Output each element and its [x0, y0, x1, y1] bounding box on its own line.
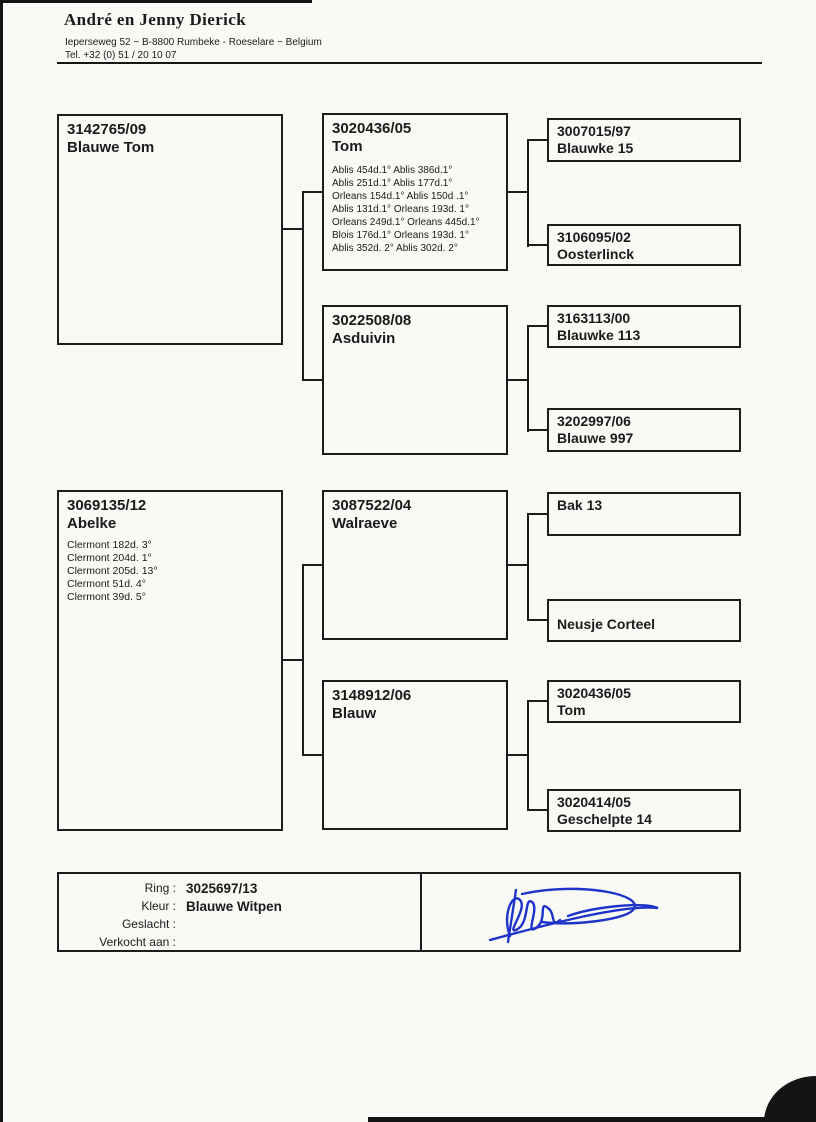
scan-edge-left [0, 0, 3, 1122]
breeder-name: André en Jenny Dierick [64, 10, 247, 29]
connector-line [508, 191, 529, 193]
breeder-phone: Tel. +32 (0) 51 / 20 10 07 [65, 50, 177, 61]
connector-line [302, 191, 304, 381]
geslacht-label: Geslacht : [121, 917, 176, 931]
pigeon-name: Blauwe 997 [557, 430, 634, 446]
ring-number: 3202997/06 [557, 413, 631, 429]
scan-edge-top [0, 0, 312, 3]
ring-number: 3087522/04 [332, 497, 412, 514]
ring-number: 3007015/97 [557, 123, 631, 139]
connector-line [302, 191, 322, 193]
result-line: Ablis 251d.1° Ablis 177d.1° [332, 178, 453, 189]
ring-number: 3020414/05 [557, 794, 631, 810]
pedigree-box-father [57, 114, 283, 345]
pedigree-box-grandfather-maternal [322, 490, 508, 640]
pedigree-box-greatgrandparent-7 [547, 680, 741, 723]
connector-line [527, 809, 547, 811]
connector-line [302, 564, 322, 566]
pedigree-box-greatgrandparent-5 [547, 492, 741, 536]
ring-number: 3106095/02 [557, 229, 631, 245]
pedigree-box-greatgrandparent-1 [547, 118, 741, 162]
kleur-value: Blauwe Witpen [186, 898, 282, 914]
connector-line [527, 700, 547, 702]
letterhead-rule [57, 62, 762, 64]
result-line: Clermont 51d. 4° [67, 578, 146, 590]
ring-number: 3163113/00 [557, 310, 631, 326]
connector-line [527, 513, 547, 515]
pigeon-name: Asduivin [332, 330, 396, 347]
ring-number: 3069135/12 [67, 497, 147, 514]
ring-number: 3142765/09 [67, 121, 147, 138]
pigeon-name: Oosterlinck [557, 246, 635, 262]
connector-line [508, 564, 529, 566]
pigeon-name: Walraeve [332, 515, 398, 532]
breeder-address: Ieperseweg 52 ~ B-8800 Rumbeke - Roeselare ~ Belgium [65, 37, 322, 48]
result-line: Clermont 205d. 13° [67, 565, 158, 577]
connector-line [283, 659, 304, 661]
pedigree-box-greatgrandparent-6 [547, 599, 741, 642]
result-line: Ablis 131d.1° Orleans 193d. 1° [332, 204, 469, 215]
result-line: Orleans 154d.1° Ablis 150d .1° [332, 191, 469, 202]
ring-number: 3022508/08 [332, 312, 412, 329]
pigeon-name: Tom [332, 138, 363, 155]
connector-line [302, 379, 322, 381]
pedigree-box-grandmother-maternal [322, 680, 508, 830]
pigeon-name: Geschelpte 14 [557, 811, 652, 827]
race-results [332, 164, 498, 255]
connector-line [508, 379, 529, 381]
result-line: Clermont 182d. 3° [67, 539, 152, 551]
pigeon-name: Blauwke 15 [557, 140, 634, 156]
connector-line [302, 754, 322, 756]
pedigree-box-mother [57, 490, 283, 831]
pedigree-box-greatgrandparent-4 [547, 408, 741, 452]
scan-edge-bottom [368, 1117, 816, 1122]
pedigree-box-greatgrandparent-8 [547, 789, 741, 832]
ring-number: 3020436/05 [557, 685, 631, 701]
connector-line [527, 700, 529, 811]
kleur-label: Kleur : [141, 899, 176, 913]
result-line: Clermont 39d. 5° [67, 591, 146, 603]
connector-line [527, 139, 529, 247]
pedigree-box-greatgrandparent-2 [547, 224, 741, 266]
connector-line [527, 325, 547, 327]
connector-line [302, 564, 304, 756]
connector-line [508, 754, 529, 756]
pedigree-box-grandmother-paternal [322, 305, 508, 455]
connector-line [527, 619, 547, 621]
result-line: Ablis 352d. 2° Ablis 302d. 2° [332, 243, 458, 254]
connector-line [527, 429, 547, 431]
pedigree-box-grandfather-paternal [322, 113, 508, 271]
ring-label: Ring : [144, 881, 176, 895]
connector-line [527, 244, 547, 246]
pigeon-name: Neusje Corteel [557, 616, 656, 632]
pigeon-name: Tom [557, 702, 586, 718]
scan-corner-artifact [764, 1076, 816, 1122]
signature [472, 878, 672, 953]
verkocht-aan-label: Verkocht aan : [99, 935, 176, 949]
race-results [67, 539, 273, 604]
ring-number: 3020436/05 [332, 120, 412, 137]
connector-line [527, 513, 529, 621]
connector-line [527, 325, 529, 432]
pigeon-name: Abelke [67, 515, 117, 532]
connector-line [527, 139, 547, 141]
ring-number: Bak 13 [557, 497, 603, 513]
result-line: Ablis 454d.1° Ablis 386d.1° [332, 165, 453, 176]
result-line: Clermont 204d. 1° [67, 552, 152, 564]
result-line: Orleans 249d.1° Orleans 445d.1° [332, 217, 480, 228]
ownership-fields [59, 879, 419, 951]
connector-line [283, 228, 304, 230]
result-line: Blois 176d.1° Orleans 193d. 1° [332, 230, 469, 241]
ring-value: 3025697/13 [186, 880, 258, 896]
pigeon-name: Blauwke 113 [557, 327, 641, 343]
ring-number: 3148912/06 [332, 687, 412, 704]
footer-divider [420, 874, 422, 950]
pedigree-box-greatgrandparent-3 [547, 305, 741, 348]
pigeon-name: Blauw [332, 705, 377, 722]
pigeon-name: Blauwe Tom [67, 139, 155, 156]
